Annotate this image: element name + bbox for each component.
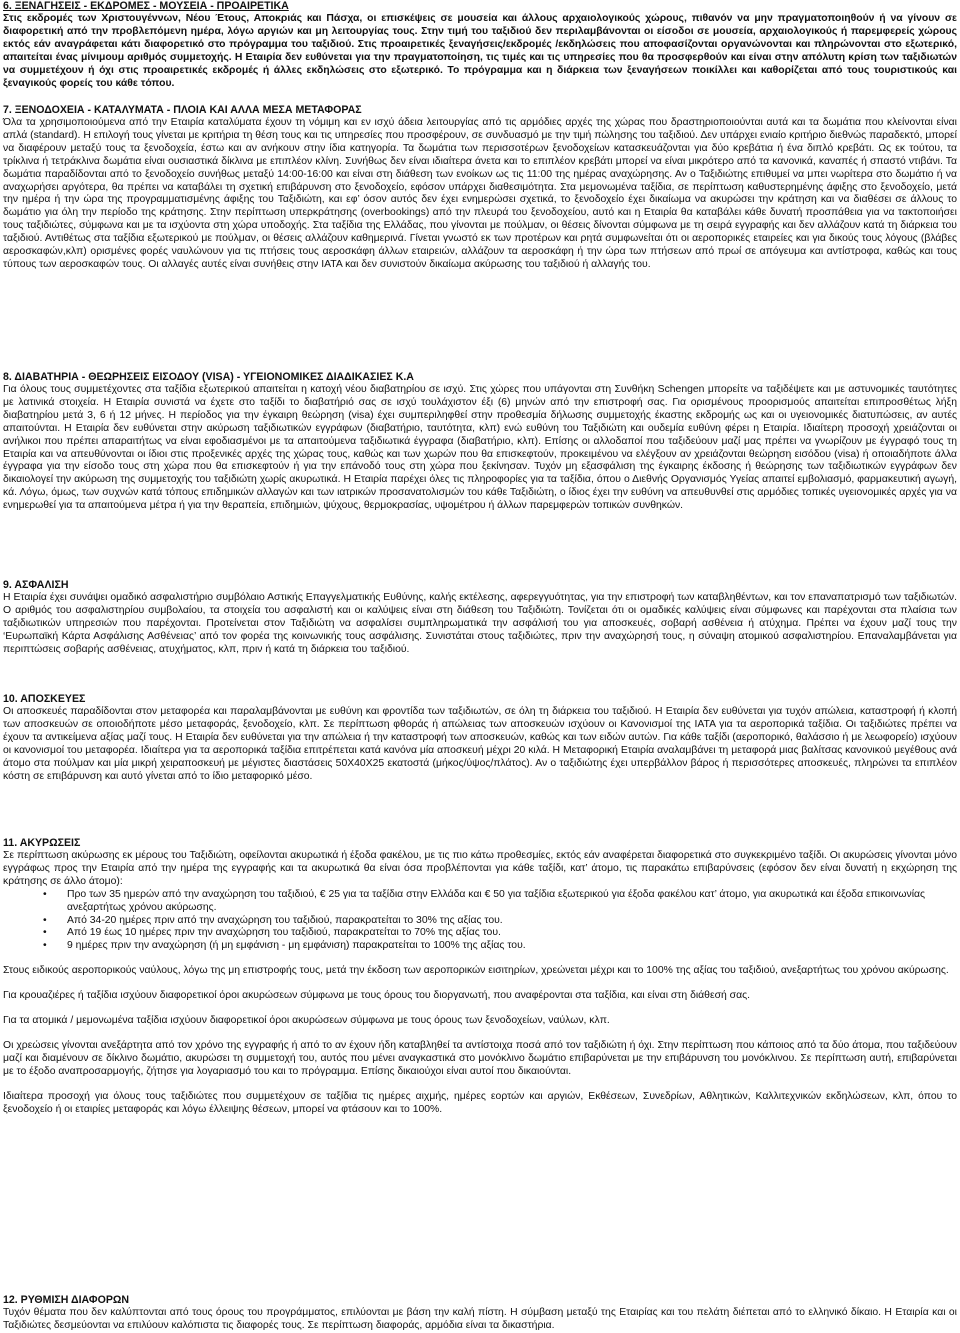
section-8-heading: 8. ΔΙΑΒΑΤΗΡΙΑ - ΘΕΩΡΗΣΕΙΣ ΕΙΣΟΔΟΥ (VISA) - ΥΓΕΙΟΝΟΜΙΚΕΣ ΔΙΑΔΙΚΑΣΙΕΣ Κ.Α — [3, 371, 414, 383]
section-10 — [3, 693, 957, 783]
list-item: • 9 ημέρες πριν την αναχώρηση (ή μη εμφάνιση - μη εμφάνιση) παρακρατείται το 100% της αξίας του. — [67, 940, 957, 953]
section-11-paragraph-3: Για κρουαζιέρες ή ταξίδια ισχύουν διαφορετικοί όροι ακυρώσεων σύμφωνα με τους όρους του διοργανωτή, που αναφέρονται στα ταξίδια, και είναι στη διάθεσή σας. — [3, 990, 750, 1002]
section-9 — [3, 579, 957, 657]
section-7 — [3, 104, 957, 272]
spacer — [3, 1028, 957, 1040]
section-12-heading: 12. ΡΥΘΜΙΣΗ ΔΙΑΦΟΡΩΝ — [3, 1294, 130, 1306]
spacer — [3, 1003, 957, 1015]
section-7-heading: 7. ΞΕΝΟΔΟΧΕΙΑ - ΚΑΤΑΛΥΜΑΤΑ - ΠΛΟΙΑ ΚΑΙ ΑΛΛΑ ΜΕΣΑ ΜΕΤΑΦΟΡΑΣ — [3, 104, 362, 116]
section-8-body: Για όλους τους συμμετέχοντες στα ταξίδια εξωτερικού απαιτείται η κατοχή νέου διαβατηρίου σε ισχύ. Στις χώρες που υπάγονται στη Συνθήκη Schengen μπορείτε να ταξιδέψετε και με αστυνομικές ταυτότητες με λατινικά στοιχεία. Η Εταιρία συνιστά να έχετε στο ταξίδι το διαβατήριό σας σε ισχύ τουλάχιστον έξι (6) μηνών από την επιστροφή σας. Για ορισμένους προορισμούς απαιτείται επιπροσθέτως λήξη διαβατηρίου μετά 3, 6 ή 12 μήνες. Η περίοδος για την έγκαιρη θεώρηση (visa) έχει συμπεριληφθεί στην προθεσμία δήλωσης συμμετοχής έκαστης εκδρομής ως και οι υγειονομικές διατυπώσεις, αν αυτές απαιτούνται. Η Εταιρία δεν ευθύνεται στην ακύρωση ταξιδιωτικών εγγράφων (διαβατήριο, ταυτότητα, κλπ) ενώ ευθύνη του Ταξιδιώτη και ουδεμία ευθύνη φέρει η Εταιρία. Ιδιαίτερη προσοχή χρειάζονται οι ανήλικοι που πρέπει απαραιτήτως να είναι εφοδιασμένοι με τα απαιτούμενα ταξιδιωτικά έγγραφα (διαβατήριο, κλπ). Επίσης οι αλλοδαποί που ταξιδεύουν μαζί μας πρέπει να γνωρίζουν με έγγραφό τους τη Εταιρία και να απευθύνονται οι ίδιοι στις προξενικές αρχές της χώρας τους, καθώς και των χωρών που θα επισκεφτούν, προκειμένου να ελέγξουν αν χρειάζονται θεώρηση εισόδου (visa) ή οποιαδήποτε άλλα έγγραφα για την είσοδο τους στη χώρα που θα επισκεφτούν ή για την επάνοδό τους στη χώρα που ξεκίνησαν. Τυχόν μη εξασφάλιση της έγκαιρης έκδοσης ή θεώρησης των ταξιδιωτικών εγγράφων δεν δικαιολογεί την ακύρωση της συμμετοχής του ταξιδιώτη χωρίς ακυρωτικά. Η Εταιρία παρέχει όλες τις πληροφορίες για τα ταξίδια, όπου ο Διεθνής Οργανισμός Υγείας απαιτεί εμβολιασμό, φαρμακευτική αγωγή, κά. Λόγω, όμως, των συχνών κατά τόπους επιδημικών αλλαγών και των ιατρικών προσανατολισμών του κάθε Ταξιδιώτη, ο ίδιος έχει την ευθύνη να απευθυνθεί στις αρμόδιες τοπικές υγειονομικές αρχές για να ενημερωθεί για τα απαιτούμενα μέτρα ή για την θεραπεία, επιδημιών, ψύχους, θερμοκρασίας, υψομέτρου ή άλλων παρεμφερών τοπικών συνθηκών. — [3, 384, 957, 512]
spacer — [3, 953, 957, 965]
cancellation-list — [3, 889, 957, 954]
section-8 — [3, 371, 957, 513]
section-12-body: Τυχόν θέματα που δεν καλύπτονται από τους όρους του προγράμματος, επιλύονται με βάση την καλή πίστη. Η σύμβαση μεταξύ της Εταιρίας και του πελάτη διέπεται από το ελληνικό δίκαιο. Η Εταιρία και οι Ταξιδιώτες δεσμεύονται να επιλύουν καλόπιστα τις διαφορές τους. Σε περίπτωση διαφοράς, αρμόδια είναι τα δικαστήρια. — [3, 1307, 957, 1331]
section-6-body: Στις εκδρομές των Χριστουγέννων, Νέου Έτους, Αποκριάς και Πάσχα, οι επισκέψεις σε μουσεία και άλλους αρχαιολογικούς χώρους, πιθανόν να μην πραγματοποιηθούν ή να γίνουν σε διαφορετική από την προβλεπόμενη ημέρα, λόγω αργιών και μη λειτουργίας τους. Στην τιμή του ταξιδιού δεν περιλαμβάνονται οι είσοδοι σε μουσεία, αρχαιολογικούς ή παρεμφερείς χώρους εκτός εάν αναγράφεται κάτι διαφορετικό στο πρόγραμμα του ταξιδιού. Στις προαιρετικές ξεναγήσεις/εκδρομές /εκδηλώσεις που αποφασίζονται οργανώνονται και πληρώνονται στο εξωτερικό, απαιτείται ένας μίνιμουμ αριθμός συμμετοχής. Η Εταιρία δεν ευθύνεται για την πραγματοποίηση, τις τιμές και τις υπηρεσίες που θα προσφερθούν και είναι στην απόλυτη κρίση των ταξιδιωτών να συμμετέχουν ή όχι στις προαιρετικές εκδρομές ή άλλες εκδηλώσεις στο εξωτερικό. Το πρόγραμμα και η διάρκεια των ξεναγήσεων ποικίλλει και καθορίζεται από τους τουριστικούς και ξεναγικούς φορείς του κάθε τόπου. — [3, 13, 957, 89]
section-6 — [3, 0, 957, 90]
section-12 — [3, 1294, 957, 1333]
section-7-body: Όλα τα χρησιμοποιούμενα από την Εταιρία καταλύματα έχουν τη νόμιμη και εν ισχύ άδεια λειτουργίας από τις αρμόδιες αρχές της χώρας που δραστηριοποιούνται αυτά και τα δωμάτια που κλείνονται είναι απλά (standard). Η επιλογή τους γίνεται με κριτήρια τη θέση τους και τις υπηρεσίες που προσφέρουν, σε συνδυασμό με την τιμή πώλησης του ταξιδιού. Δεν υπάρχει ενιαίο κριτήριο διεθνώς παραδεκτό, μπορεί να διαφέρουν μεταξύ τους τα ξενοδοχεία, έστω και αν ανήκουν στην ίδια κατηγορία. Τα δωμάτια των περισσοτέρων ξενοδοχείων κατασκευάζονται για δύο κρεβάτια ή ένα διπλό κρεβάτι. Ως εκ τούτου, τα τρίκλινα ή τετράκλινα δωμάτια είναι ουσιαστικά δίκλινα με επιπλέον κλίνη. Συνήθως δεν είναι ιδιαίτερα άνετα και το επιπλέον κρεβάτι μπορεί να είναι μικρότερο από τα κανονικά, καναπές ή σπαστό ντιβάνι. Τα δωμάτια παραδίδονται από το ξενοδοχείο συνήθως μεταξύ 14:00-16:00 και είναι στη διάθεση των ενοίκων ως τις 11:00 της ημέρας αναχώρησης. Αν ο Ταξιδιώτης επιθυμεί να μπει νωρίτερα στο δωμάτιο ή να αναχωρήσει αργότερα, θα πρέπει να καταβάλει τη σχετική επιβάρυνση στο ξενοδοχείο, εφόσον υπάρχει διαθεσιμότητα. Στα μεμονωμένα ταξίδια, σε περίπτωση καθυστερημένης άφιξης στο ξενοδοχείο, μετά την ημέρα ή την ώρα της προγραμματισμένης άφιξης του Ταξιδιώτη, και εφ’ όσον αυτός δεν έχει ενημερώσει σχετικά, το ξενοδοχείο έχει δικαίωμα να ακυρώσει την κράτηση και να διαθέσει σε άλλους το δωμάτιο για όλη την περίοδο της κράτησης. Στην περίπτωση υπερκράτησης (overbookings) από την πλευρά του ξενοδοχείου, αυτό και η Εταιρία θα καταβάλει κάθε δυνατή προσπάθεια για να τακτοποιήσει τους ταξιδιώτες, σύμφωνα και με τα ισχύοντα στη χώρα υποδοχής. Στα ταξίδια της Ελλάδας, που γίνονται με πούλμαν, οι θέσεις δίνονται σύμφωνα με τη σειρά εγγραφής και δεν αλλάζουν κατά τη διάρκεια του ταξιδιού. Αντιθέτως στα ταξίδια εξωτερικού με πούλμαν, οι θέσεις αλλάζουν καθημερινά. Γίνεται γνωστό εκ των προτέρων και ρητά συμφωνείται ότι οι αεροπορικές εταιρείες και για δικούς τους λόγους (βλάβες αεροσκαφών,κλπ) ορισμένες φορές ναυλώνουν για τις πτήσεις τους αεροσκάφη άλλων εταιρειών, αλλάζουν τα αεροσκάφη ή την ώρα των πτήσεων από πρωί σε απόγευμα και αντίστροφα, καθώς και τους τύπους των αεροσκαφών τους. Οι αλλαγές αυτές είναι συνήθεις στην IATA και δεν συνιστούν δικαίωμα ακύρωσης του ταξιδιού ή αλλαγής του. — [3, 117, 957, 270]
section-11 — [3, 837, 957, 1117]
section-11-paragraph-2: Στους ειδικούς αεροπορικούς ναύλους, λόγω της μη επιστροφής τους, μετά την έκδοση των αεροπορικών εισιτηρίων, χρεώνεται μέχρι και το 100% της αξίας του ταξιδιού, ανεξαρτήτως του χρόνου ακύρωσης. — [3, 965, 949, 977]
section-11-paragraph-5: Οι χρεώσεις γίνονται ανεξάρτητα από τον χρόνο της εγγραφής ή από το αν έχουν ήδη καταβληθεί τα αντίστοιχα ποσά από τον ταξιδιώτη ή όχι. Στην περίπτωση που κάποιος από τα δύο άτομα, που ταξιδεύουν μαζί και διαμένουν σε δίκλινο δωμάτιο, ακυρώσει τη συμμετοχή του, αυτός που μένει αναγκαστικά στο μονόκλινο δωμάτιο επιβαρύνεται με την επιβάρυνση του μονόκλινου. Σε περίπτωση αυτή, επιβαρύνεται με το έξοδο αναπροσαρμογής, ζήτησε για λογαριασμό του και το πρόγραμμα. Επίσης δικαιούχοι είναι αυτοί που δικαιούνται. — [3, 1039, 957, 1077]
list-item: • Προ των 35 ημερών από την αναχώρηση του ταξιδιού, € 25 για τα ταξίδια στην Ελλάδα και € 50 για ταξίδια εξωτερικού για έξοδα φακέλου κατ’ άτομο, για ακυρωτικά και έξοδα επικοινωνίας ανεξαρτήτως χρόνου ακύρωσης. — [67, 889, 957, 915]
section-9-heading: 9. ΑΣΦΑΛΙΣΗ — [3, 579, 69, 591]
section-9-body: Η Εταιρία έχει συνάψει ομαδικό ασφαλιστήριο συμβόλαιο Αστικής Επαγγελματικής Ευθύνης, καλής εκτέλεσης, αφερεγγυότητας, για την επιστροφή των καταβληθέντων, και τον επαναπατρισμό των ταξιδιωτών. Ο αριθμός του ασφαλιστηρίου συμβολαίου, τα στοιχεία του ασφαλιστή και οι καλύψεις είναι στη διάθεση του Ταξιδιώτη. Τονίζεται ότι οι ομαδικές καλύψεις είναι σύμφωνες και παρέχονται στα πλαίσια των ταξιδιωτικών υπηρεσιών που παρέχονται. Προτείνεται στον Ταξιδιώτη να ασφαλίσει συμπληρωματικά την ασφάλισή του για αποσκευές, σοβαρή ασθένεια ή ατύχημα. Πρέπει να έχουν μαζί τους την ‘Ευρωπαϊκή Κάρτα Ασφάλισης Ασθένειας’ από τον φορέα της κοινωνικής τους ασφάλισης. Συνιστάται στους ταξιδιώτες, πριν την αναχώρησή τους, η σύναψη ατομικού ασφαλιστηρίου. Επαναλαμβάνεται για περιπτώσεις σοβαρής ασθένειας, ατυχήματος, κλπ, πριν ή κατά τη διάρκεια του ταξιδιού. — [3, 592, 957, 655]
section-10-body: Οι αποσκευές παραδίδονται στον μεταφορέα και παραλαμβάνονται με ευθύνη και φροντίδα των ταξιδιωτών, σε όλη τη διάρκεια του ταξιδιού. Η Εταιρία δεν ευθύνεται για τυχόν απώλεια, καταστροφή ή κλοπή των αποσκευών σε οποιοδήποτε μέσο μεταφοράς, ξενοδοχείο, κλπ. Σε περίπτωση φθοράς ή απώλειας των αποσκευών ισχύουν οι Κανονισμοί της IATA για τα αεροπορικά ταξίδια. Οι ταξιδιώτες πρέπει να έχουν τα αντικείμενα αξίας μαζί τους. Η Εταιρία δεν ευθύνεται για την απώλεια ή την καταστροφή των αποσκευών, καθώς και των ειδών αυτών. Για κάθε ταξίδι (αεροπορικό, θαλάσσιο ή με λεωφορείο) ισχύουν οι κανονισμοί του μεταφορέα. Ιδιαίτερα για τα αεροπορικά ταξίδια επιτρέπεται κατά κανόνα μία αποσκευή μέχρι 20 κιλά. Η Μεταφορική Εταιρία αναλαμβάνει τη μεταφορά μιας βαλίτσας κανονικού μεγέθους ανά άτομο στα πούλμαν και μία μικρή χειραποσκευή με μέγιστες διαστάσεις 50Χ40Χ25 εκατοστά (μήκος/ύψος/πλάτος). Αν ο ταξιδιώτης έχει υπερβάλλον βάρος ή περισσότερες αποσκευές, πληρώνει τα επιπλέον κόστη σε επιβάρυνση και αυτό γίνεται από το ίδιο μεταφορικό μέσο. — [3, 706, 957, 782]
list-item: • Από 34-20 ημέρες πριν από την αναχώρηση του ταξιδιού, παρακρατείται το 30% της αξίας του. — [67, 915, 957, 928]
section-11-paragraph-4: Για τα ατομικά / μεμονωμένα ταξίδια ισχύουν διαφορετικοί όροι ακυρώσεων σύμφωνα με τους όρους των ξενοδοχείων, ναύλων, κλπ. — [3, 1015, 610, 1027]
section-11-paragraph-6: Ιδιαίτερα προσοχή για όλους τους ταξιδιώτες που συμμετέχουν σε ταξίδια τις ημέρες αιχμής, ημέρες εορτών και αργιών, Εκθέσεων, Συνεδρίων, Αθλητικών, Καλλιτεχνικών εκδηλώσεων, κλπ, όπου το ξενοδοχείο ή οι εταιρίες μεταφοράς και λόγω έλλειψης θέσεων, μπορεί να φτάσουν και το 100%. — [3, 1090, 957, 1115]
spacer — [3, 978, 957, 990]
list-item: • Από 19 έως 10 ημέρες πριν την αναχώρηση του ταξιδιού, παρακρατείται το 70% της αξίας του. — [67, 927, 957, 940]
section-11-intro: Σε περίπτωση ακύρωσης εκ μέρους του Ταξιδιώτη, οφείλονται ακυρωτικά ή έξοδα φακέλου, με τις πιο κάτω προθεσμίες, εκτός εάν αναφέρεται διαφορετικά στο συγκεκριμένο ταξίδι. Οι ακυρώσεις γίνονται μόνο εγγράφως προς την Εταιρία από την ημέρα της εγγραφής και τα ακυρωτικά θα είναι όσα προβλέπονται για κάθε ταξίδι, κατ’ άτομο, τις παρακάτω επιβαρύνσεις (εφόσον δεν είναι δυνατή η εκχώρηση της κράτησης σε άλλο άτομο): — [3, 850, 957, 887]
section-6-heading: 6. ΞΕΝΑΓΗΣΕΙΣ - ΕΚΔΡΟΜΕΣ - ΜΟΥΣΕΙΑ - ΠΡΟΑΙΡΕΤΙΚΑ — [3, 0, 289, 12]
spacer — [3, 1079, 957, 1091]
section-10-heading: 10. ΑΠΟΣΚΕΥΕΣ — [3, 693, 86, 705]
section-11-heading: 11. ΑΚΥΡΩΣΕΙΣ — [3, 837, 81, 849]
